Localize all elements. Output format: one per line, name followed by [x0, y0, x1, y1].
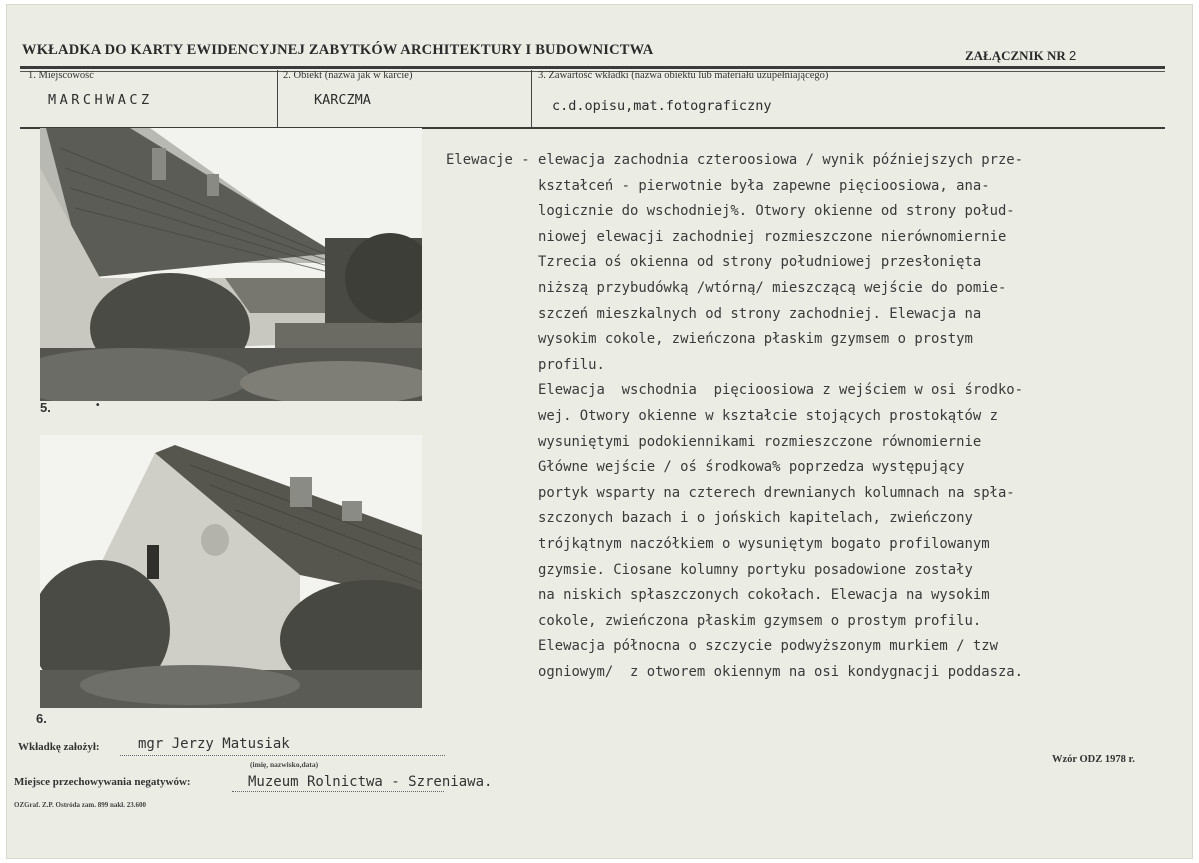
field-separator	[531, 70, 532, 127]
description-text	[446, 148, 1151, 685]
description-line: ogniowym/ z otworem okiennym na osi kondygnacji poddasza.	[446, 663, 1024, 680]
description-line: Elewacje - elewacja zachodnia czteroosiowa / wynik późniejszych prze-	[446, 152, 1024, 168]
description-line: wej. Otwory okienne w kształcie stojących prostokątów z	[446, 407, 998, 424]
description-line: trójkątnym naczółkiem o wysuniętym bogato profilowanym	[446, 535, 990, 552]
description-line: portyk wsparty na czterech drewnianych kolumnach na spła-	[446, 484, 1015, 501]
author-dotted-line	[120, 755, 445, 756]
author-label: Wkładkę założył:	[18, 741, 100, 753]
description-line: gzymsie. Ciosane kolumny portyku posadowione zostały	[446, 561, 973, 578]
contents-label: 3. Zawartość wkładki (nazwa obiektu lub materiału uzupełniającego)	[538, 70, 829, 81]
attachment-label: ZAŁĄCZNIK NR 2	[965, 48, 1077, 63]
locality-value: MARCHWACZ	[48, 92, 153, 108]
description-line: szczonych bazach i o jońskich kapitelach, zwieńczony	[446, 510, 973, 527]
field-separator	[277, 70, 278, 127]
author-value: mgr Jerzy Matusiak	[138, 736, 290, 752]
printer-info: OZGraf. Z.P. Ostróda zam. 899 nakł. 23.600	[14, 801, 146, 809]
storage-value: Muzeum Rolnictwa - Szreniawa.	[248, 774, 493, 790]
description-line: szczeń mieszkalnych od strony zachodniej. Elewacja na	[446, 305, 982, 322]
photo-number: 6.	[36, 711, 47, 726]
contents-value: c.d.opisu,mat.fotograficzny	[552, 98, 772, 114]
description-line: na niskich spłaszczonych cokołach. Elewacja na wysokim	[446, 587, 990, 604]
description-line: Główne wejście / oś środkowa% poprzedza występujący	[446, 459, 965, 476]
photo-north-gable	[40, 435, 422, 708]
photo-west-elevation	[40, 128, 422, 401]
storage-label: Miejsce przechowywania negatywów:	[14, 776, 191, 788]
description-line: profilu.	[446, 356, 605, 373]
model-number: Wzór ODZ 1978 r.	[1052, 754, 1135, 765]
description-line: logicznie do wschodniej%. Otwory okienne od strony połud-	[446, 203, 1015, 220]
description-line: Elewacja północna o szczycie podwyższonym murkiem / tzw	[446, 638, 998, 655]
header-rule	[20, 66, 1165, 69]
attachment-number: 2	[1069, 48, 1077, 63]
object-label: 2. Obiekt (nazwa jak w karcie)	[283, 70, 413, 81]
description-line: niższą przybudówką /wtórną/ mieszczącą wejście do pomie-	[446, 279, 1007, 296]
description-line: Tzrecia oś okienna od strony południowej przesłonięta	[446, 254, 982, 271]
description-line: niowej elewacji zachodniej rozmieszczone nierównomiernie	[446, 228, 1007, 245]
description-line: kształceń - pierwotnie była zapewne pięcioosiowa, ana-	[446, 177, 990, 194]
photo-number: 5.	[40, 400, 51, 415]
form-title: WKŁADKA DO KARTY EWIDENCYJNEJ ZABYTKÓW ARCHITEKTURY I BUDOWNICTWA	[22, 42, 654, 58]
description-line: wysokim cokole, zwieńczona płaskim gzymsem o prostym	[446, 331, 973, 348]
object-value: KARCZMA	[314, 92, 371, 108]
author-hint: (imię, nazwisko,data)	[250, 760, 319, 769]
description-line: cokole, zwieńczona płaskim gzymsem o prostym profilu.	[446, 612, 982, 629]
storage-dotted-line	[232, 791, 444, 792]
description-line: Elewacja wschodnia pięcioosiowa z wejściem w osi środko-	[446, 382, 1024, 399]
locality-label: 1. Miejscowość	[28, 70, 94, 81]
description-line: wysuniętymi podokiennikami rozmieszczone równomiernie	[446, 433, 982, 450]
photo-mark: •	[96, 400, 100, 411]
